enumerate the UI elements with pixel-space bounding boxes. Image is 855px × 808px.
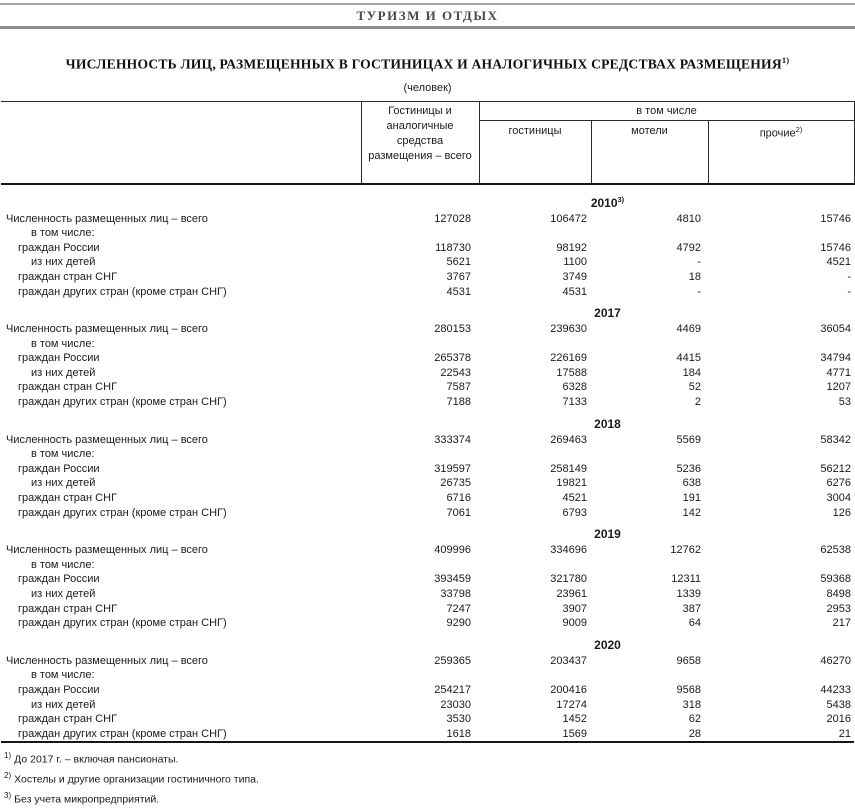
value-cell: 118730 — [435, 241, 471, 254]
row-label: граждан других стран (кроме стран СНГ) — [18, 617, 227, 630]
value-cell: 44233 — [820, 683, 852, 696]
value-cell — [361, 226, 479, 241]
value-cell: 6328 — [562, 381, 587, 394]
value-cell: 319597 — [434, 462, 471, 475]
value-cell: 52 — [688, 381, 701, 394]
value-cell — [591, 668, 708, 683]
value-cell: 19821 — [556, 477, 587, 490]
value-cell: 9009 — [562, 617, 587, 630]
table-row — [1, 226, 854, 241]
value-cell: 36054 — [820, 323, 852, 336]
page-title-text: ЧИСЛЕННОСТЬ ЛИЦ, РАЗМЕЩЕННЫХ В ГОСТИНИЦАХ И АНАЛОГИЧНЫХ СРЕДСТВАХ РАЗМЕЩЕНИЯ — [65, 56, 782, 72]
row-label: граждан стран СНГ — [18, 713, 118, 726]
table-row — [1, 395, 854, 410]
row-label: из них детей — [31, 366, 96, 379]
value-cell: 28 — [688, 727, 701, 740]
value-cell: 2 — [694, 396, 701, 409]
value-cell: 106472 — [550, 212, 587, 225]
table-row — [1, 727, 854, 743]
table-row — [1, 337, 854, 352]
stub-header-cell — [1, 101, 361, 184]
table-row — [1, 616, 854, 631]
row-label: граждан России — [18, 241, 100, 254]
value-cell: 2016 — [826, 713, 852, 726]
title-footnote-ref: 1) — [781, 55, 790, 65]
column-header-other-label: прочие — [759, 127, 796, 140]
value-cell — [708, 558, 854, 573]
row-label: граждан других стран (кроме стран СНГ) — [18, 285, 227, 298]
value-cell: 64 — [688, 617, 701, 630]
year-row — [1, 184, 854, 212]
value-cell: 33798 — [440, 588, 471, 600]
year-footnote-ref: 3) — [617, 194, 625, 204]
value-cell: 127028 — [434, 212, 471, 225]
value-cell: 4521 — [826, 256, 852, 269]
value-cell: - — [697, 256, 701, 269]
value-cell: 126 — [832, 506, 852, 519]
row-label: граждан России — [18, 462, 100, 475]
value-cell — [708, 668, 854, 683]
value-cell: 3767 — [446, 270, 471, 283]
row-label: граждан других стран (кроме стран СНГ) — [18, 727, 227, 740]
column-header-motels: мотели — [591, 120, 708, 184]
value-cell: 58342 — [820, 433, 852, 446]
table-row — [1, 491, 854, 506]
value-cell: 1100 — [563, 256, 587, 269]
table-row — [1, 285, 854, 300]
value-cell: 4415 — [676, 352, 701, 365]
value-cell: 4469 — [676, 323, 701, 336]
year-row — [1, 410, 854, 433]
value-cell: 5569 — [676, 433, 701, 446]
table-body — [1, 184, 854, 743]
value-cell — [361, 447, 479, 462]
value-cell: 259365 — [434, 654, 471, 667]
value-cell: 12762 — [670, 544, 701, 557]
value-cell — [708, 226, 854, 241]
value-cell: 7587 — [446, 381, 471, 394]
year-label: 2018 — [594, 416, 621, 431]
table-row — [1, 543, 854, 558]
value-cell: - — [847, 270, 852, 283]
row-label: Численность размещенных лиц – всего — [6, 544, 208, 557]
value-cell: 184 — [682, 366, 701, 379]
row-label: граждан стран СНГ — [18, 381, 118, 394]
value-cell: 9290 — [446, 617, 471, 630]
value-cell: 34794 — [820, 352, 852, 365]
value-cell: 21 — [838, 727, 852, 740]
value-cell — [591, 226, 708, 241]
value-cell: 22543 — [440, 366, 471, 379]
section-banner: ТУРИЗМ И ОТДЫХ — [356, 8, 499, 23]
row-label: в том числе: — [31, 669, 95, 682]
page-title — [8, 55, 847, 73]
table-row — [1, 668, 854, 683]
row-label: Численность размещенных лиц – всего — [6, 212, 208, 225]
table-row — [1, 270, 854, 285]
column-header-hotels: гостиницы — [479, 120, 591, 184]
row-label: в том числе: — [31, 448, 95, 461]
value-cell: 12311 — [671, 573, 701, 586]
value-cell: 6276 — [826, 477, 852, 490]
value-cell — [591, 447, 708, 462]
value-cell: 265378 — [434, 352, 471, 365]
row-label: в том числе: — [31, 337, 95, 350]
value-cell — [361, 558, 479, 573]
footnote: $^{1)}$ До 2017 г. – включая пансионаты. — [4, 751, 179, 766]
value-cell: 280153 — [434, 323, 471, 336]
table-row — [1, 351, 854, 366]
value-cell: 409996 — [434, 544, 471, 557]
year-row — [1, 631, 854, 654]
value-cell: 8498 — [826, 588, 852, 600]
value-cell: 46270 — [820, 654, 852, 667]
row-label: граждан стран СНГ — [18, 270, 118, 283]
value-cell: 2953 — [826, 602, 852, 615]
table-row — [1, 654, 854, 669]
value-cell: 3004 — [826, 492, 852, 505]
table-row — [1, 476, 854, 491]
row-label: граждан России — [18, 352, 100, 365]
value-cell — [479, 558, 591, 573]
value-cell — [708, 447, 854, 462]
value-cell: 5621 — [446, 256, 471, 269]
value-cell: 1207 — [826, 381, 852, 394]
footnote-ref: 2) — [4, 771, 12, 781]
value-cell: 56212 — [820, 462, 852, 475]
value-cell: 393459 — [434, 573, 471, 586]
value-cell: 142 — [682, 506, 701, 519]
row-label: Численность размещенных лиц – всего — [6, 654, 208, 667]
value-cell: 318 — [682, 698, 701, 711]
value-cell: 4531 — [446, 285, 471, 298]
value-cell: 23030 — [440, 698, 471, 711]
value-cell — [479, 337, 591, 352]
value-cell: 5438 — [826, 698, 852, 711]
row-label: граждан стран СНГ — [18, 492, 118, 505]
value-cell: 321780 — [550, 573, 587, 586]
value-cell: 62538 — [820, 544, 852, 557]
value-cell: 3749 — [562, 270, 587, 283]
value-cell: 4810 — [676, 212, 701, 225]
banner-divider — [0, 26, 855, 29]
table-row — [1, 433, 854, 448]
value-cell — [361, 668, 479, 683]
value-cell: 226169 — [550, 352, 587, 365]
value-cell: - — [847, 285, 852, 298]
column-header-other-footnote-ref: 2) — [795, 124, 803, 134]
year-label: 2017 — [594, 306, 621, 321]
table-row — [1, 462, 854, 477]
value-cell: - — [697, 285, 701, 298]
row-label: из них детей — [31, 477, 96, 490]
value-cell: 217 — [832, 617, 852, 630]
value-cell: 15746 — [820, 241, 852, 254]
row-label: из них детей — [31, 256, 96, 269]
value-cell — [479, 668, 591, 683]
value-cell: 3907 — [562, 602, 587, 615]
table-row — [1, 558, 854, 573]
footnote: $^{2)}$ Хостелы и другие организации гостиничного типа. — [4, 771, 259, 786]
value-cell — [591, 337, 708, 352]
footnote: $^{3)}$ Без учета микропредприятий. — [4, 791, 160, 806]
column-header-other — [708, 120, 854, 184]
value-cell: 6716 — [446, 492, 471, 505]
row-label: в том числе: — [31, 558, 95, 571]
value-cell: 1339 — [676, 588, 701, 600]
unit-note: (человек) — [403, 81, 452, 94]
value-cell: 1452 — [562, 713, 587, 726]
table-row — [1, 572, 854, 587]
row-label: граждан России — [18, 573, 100, 586]
table-row — [1, 447, 854, 462]
table-row — [1, 322, 854, 337]
value-cell: 15746 — [820, 212, 852, 225]
value-cell: 26735 — [440, 477, 471, 490]
row-label: Численность размещенных лиц – всего — [6, 323, 208, 336]
row-label: граждан других стран (кроме стран СНГ) — [18, 396, 227, 409]
value-cell: 258149 — [550, 462, 587, 475]
value-cell — [591, 558, 708, 573]
value-cell: 334696 — [550, 544, 587, 557]
value-cell: 18 — [688, 270, 701, 283]
footnote-ref: 1) — [4, 751, 12, 761]
table-row — [1, 255, 854, 270]
table-row — [1, 506, 854, 521]
value-cell: 23961 — [556, 588, 587, 600]
value-cell — [479, 226, 591, 241]
row-label: из них детей — [31, 698, 96, 711]
row-label: граждан стран СНГ — [18, 602, 118, 615]
value-cell: 4771 — [826, 366, 852, 379]
value-cell: 9658 — [676, 654, 701, 667]
value-cell: 333374 — [434, 433, 471, 446]
value-cell: 1569 — [562, 727, 587, 740]
year-label: 2020 — [594, 637, 621, 652]
column-header-total: Гостиницы и аналогичные средства размещения – всего — [361, 101, 479, 184]
table-row — [1, 683, 854, 698]
value-cell: 638 — [682, 477, 701, 490]
row-label: в том числе: — [31, 227, 95, 240]
footnote-ref: 3) — [4, 791, 12, 801]
table-row — [1, 712, 854, 727]
table-row — [1, 380, 854, 395]
value-cell — [361, 337, 479, 352]
table-row — [1, 698, 854, 713]
value-cell: 1618 — [446, 727, 471, 740]
value-cell: 98192 — [556, 241, 587, 254]
value-cell — [708, 337, 854, 352]
column-group-header: в том числе — [479, 101, 854, 120]
value-cell: 387 — [682, 602, 701, 615]
value-cell: 254217 — [434, 683, 471, 696]
value-cell: 5236 — [676, 462, 701, 475]
table-row — [1, 587, 854, 602]
value-cell: 191 — [682, 492, 701, 505]
value-cell: 4521 — [562, 492, 587, 505]
value-cell: 6793 — [562, 506, 587, 519]
value-cell: 3530 — [446, 713, 471, 726]
value-cell: 4792 — [676, 241, 701, 254]
value-cell: 62 — [688, 713, 701, 726]
year-row — [1, 299, 854, 322]
value-cell: 17274 — [556, 698, 587, 711]
value-cell: 9568 — [676, 683, 701, 696]
value-cell: 4531 — [562, 285, 587, 298]
statistics-table — [1, 101, 855, 744]
value-cell: 7133 — [562, 396, 587, 409]
value-cell: 53 — [838, 396, 852, 409]
value-cell: 7247 — [446, 602, 471, 615]
value-cell: 239630 — [550, 323, 587, 336]
document-page — [0, 3, 855, 808]
value-cell: 7061 — [446, 506, 471, 519]
table-row — [1, 602, 854, 617]
value-cell: 59368 — [820, 573, 852, 586]
value-cell — [479, 447, 591, 462]
row-label: граждан России — [18, 683, 100, 696]
value-cell: 17588 — [556, 366, 587, 379]
year-label: 2010$^{3)}$ — [590, 194, 625, 210]
table-header — [1, 101, 854, 184]
table-row — [1, 241, 854, 256]
table-row — [1, 366, 854, 381]
footnotes — [4, 748, 855, 808]
value-cell: 200416 — [550, 683, 587, 696]
year-row — [1, 520, 854, 543]
year-label: 2019 — [594, 527, 621, 542]
value-cell: 7188 — [446, 396, 471, 409]
row-label: Численность размещенных лиц – всего — [6, 433, 208, 446]
value-cell: 203437 — [550, 654, 587, 667]
row-label: граждан других стран (кроме стран СНГ) — [18, 506, 227, 519]
table-row — [1, 212, 854, 227]
value-cell: 269463 — [550, 433, 587, 446]
row-label: из них детей — [31, 588, 96, 600]
